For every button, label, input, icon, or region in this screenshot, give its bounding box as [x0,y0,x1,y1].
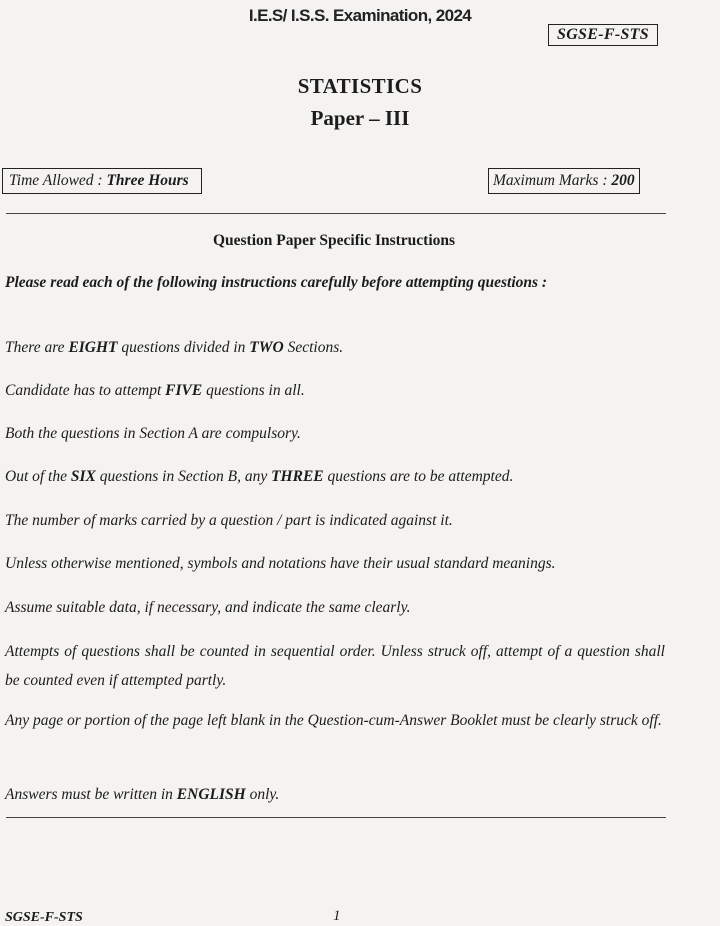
paper-code-box: SGSE-F-STS [548,24,658,46]
maximum-marks-label: Maximum Marks : [493,172,612,189]
instruction-item: The number of marks carried by a question / part is indicated against it. [5,512,453,529]
instruction-item: Assume suitable data, if necessary, and indicate the same clearly. [5,599,411,616]
paper-number: Paper – III [310,106,410,130]
instruction-item: Out of the SIX questions in Section B, any THREE questions are to be attempted. [5,468,514,485]
time-allowed-value: Three Hours [106,172,189,189]
maximum-marks-box [488,168,640,194]
instruction-item: Candidate has to attempt FIVE questions in all. [5,382,305,399]
instruction-item: Answers must be written in ENGLISH only. [5,786,280,803]
time-allowed-label: Time Allowed : [9,172,107,189]
divider-top [6,213,666,214]
instructions-title: Question Paper Specific Instructions [212,232,456,249]
instruction-item: Both the questions in Section A are compulsory. [5,425,301,442]
subject-title: STATISTICS [297,74,423,98]
instruction-item: Unless otherwise mentioned, symbols and notations have their usual standard meanings. [5,555,556,572]
instructions-lead: Please read each of the following instructions carefully before attempting questions : [5,274,548,291]
instruction-item: Any page or portion of the page left blank in the Question-cum-Answer Booklet must be clearly struck off. [5,712,662,729]
divider-bottom [6,817,666,818]
instruction-item: Attempts of questions shall be counted in sequential order. Unless struck off, attempt of a question shall be counted even if attempted partly. [5,643,665,689]
maximum-marks-value: 200 [611,172,635,189]
footer-paper-code: SGSE-F-STS [5,910,83,925]
instruction-item: There are EIGHT questions divided in TWO Sections. [5,339,344,356]
exam-title: I.E.S/ I.S.S. Examination, 2024 [248,6,472,25]
page-number: 1 [333,908,341,924]
time-allowed-box [2,168,202,194]
